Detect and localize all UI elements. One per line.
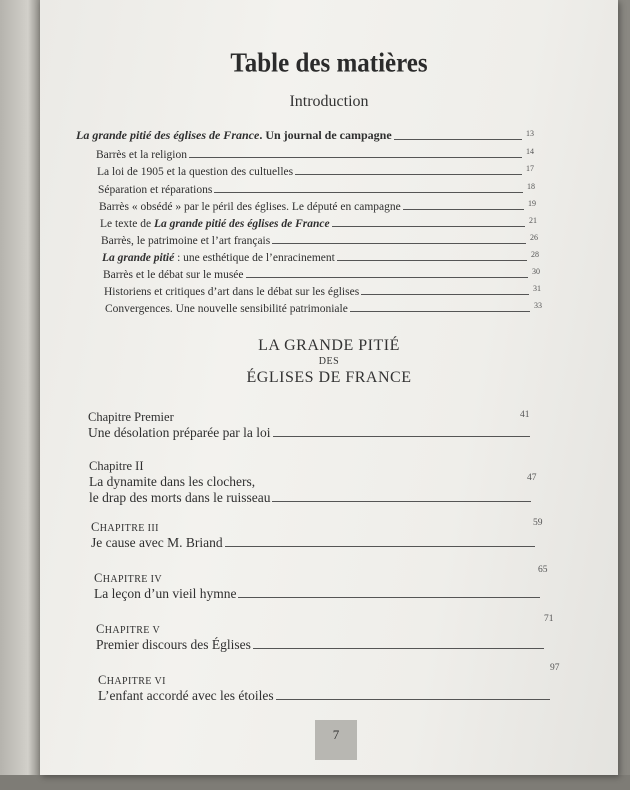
page-number: 21 (529, 216, 537, 225)
page-number: 59 (533, 518, 543, 528)
toc-entry (96, 149, 546, 161)
leader-line (394, 139, 522, 140)
page-number: 26 (530, 233, 538, 242)
entry-title: Barrès, le patrimoine et l’art français (101, 235, 271, 247)
entry-title: Séparation et réparations (98, 184, 213, 196)
part-title-line1: LA GRANDE PITIÉ (258, 337, 400, 354)
leader-line (246, 277, 529, 278)
entry-title: Barrès « obsédé » par le péril des églises. Le député en campagne (99, 201, 401, 213)
page-number: 18 (527, 182, 535, 191)
toc-entry (102, 252, 551, 264)
leader-line (273, 436, 530, 437)
page-number: 28 (531, 250, 539, 259)
entry-title: . Un journal de campagne (259, 128, 392, 142)
leader-line (337, 260, 527, 261)
toc-entry (97, 166, 546, 178)
page-number: 13 (526, 129, 534, 138)
chapter-entry (88, 410, 534, 441)
folio-page-number: 7 (315, 720, 357, 760)
leader-line (272, 243, 526, 244)
entry-title: Le texte de (100, 218, 154, 230)
intro-heading: Introduction (289, 93, 369, 110)
entry-title: La loi de 1905 et la question des cultuelles (97, 166, 294, 178)
toc-entry (105, 303, 554, 315)
page-number: 65 (538, 565, 548, 575)
entry-title: : une esthétique de l’enracinement (174, 252, 335, 264)
toc-entry (101, 235, 550, 247)
page-number: 41 (520, 410, 530, 420)
chapter-label: Chapitre Premier (88, 410, 174, 424)
page-number: 19 (528, 199, 536, 208)
background-right (618, 0, 630, 790)
entry-title: Barrès et le débat sur le musée (103, 269, 244, 281)
chapter-entry (98, 663, 560, 704)
toc-entry (76, 128, 546, 143)
page-number: 14 (526, 147, 534, 156)
book-page (40, 0, 618, 775)
leader-line (332, 226, 525, 227)
page-number: 47 (527, 473, 537, 483)
page-number: 30 (532, 267, 540, 276)
leader-line (350, 311, 530, 312)
entry-title: Historiens et critiques d’art dans le débat sur les églises (104, 286, 360, 298)
facing-page-edge (0, 0, 40, 790)
toc-entry (100, 218, 549, 230)
page-number: 17 (526, 164, 534, 173)
chapter-title: La leçon d’un vieil hymne (94, 586, 237, 601)
page-number: 71 (544, 614, 554, 624)
entry-title-italic: La grande pitié des églises de France (153, 218, 330, 230)
toc-entry (104, 286, 553, 298)
leader-line (361, 294, 529, 295)
page-number: 33 (534, 301, 542, 310)
toc-entry (98, 184, 547, 196)
chapter-entry (89, 459, 535, 506)
chapter-label: CHAPITRE V (96, 622, 161, 636)
part-title-line2: DES (318, 356, 340, 367)
page-number: 97 (550, 663, 560, 673)
entry-title: Barrès et la religion (96, 149, 188, 161)
chapter-label: CHAPITRE III (91, 520, 159, 534)
chapter-label: Chapitre II (89, 459, 144, 473)
chapter-label: CHAPITRE IV (94, 571, 163, 585)
page-number: 31 (533, 284, 541, 293)
entry-title-italic: La grande pitié des églises de France (76, 128, 260, 142)
chapter-entry (96, 614, 554, 653)
leader-line (295, 174, 522, 175)
chapter-title: La dynamite dans les clochers, (89, 474, 256, 489)
leader-line (403, 209, 524, 210)
leader-line (253, 648, 544, 649)
leader-line (276, 699, 550, 700)
chapter-title: L’enfant accordé avec les étoiles (98, 688, 274, 703)
toc-entry (103, 269, 552, 281)
leader-line (225, 546, 535, 547)
leader-line (214, 192, 523, 193)
chapter-title: Premier discours des Églises (96, 637, 251, 652)
background-bottom (0, 775, 630, 790)
chapter-title: Je cause avec M. Briand (91, 535, 223, 550)
chapter-title: Une désolation préparée par la loi (88, 425, 271, 440)
leader-line (238, 597, 540, 598)
entry-title-italic: La grande pitié (102, 252, 175, 264)
toc-entry (99, 201, 548, 213)
leader-line (272, 501, 531, 502)
entry-title: Convergences. Une nouvelle sensibilité patrimoniale (105, 303, 348, 315)
leader-line (189, 157, 522, 158)
chapter-label: CHAPITRE VI (98, 673, 166, 687)
part-title-line3: ÉGLISES DE FRANCE (246, 369, 412, 386)
chapter-entry (91, 518, 543, 551)
chapter-title: le drap des morts dans le ruisseau (89, 490, 271, 505)
chapter-entry (94, 565, 548, 602)
page-title: Table des matières (230, 48, 428, 79)
